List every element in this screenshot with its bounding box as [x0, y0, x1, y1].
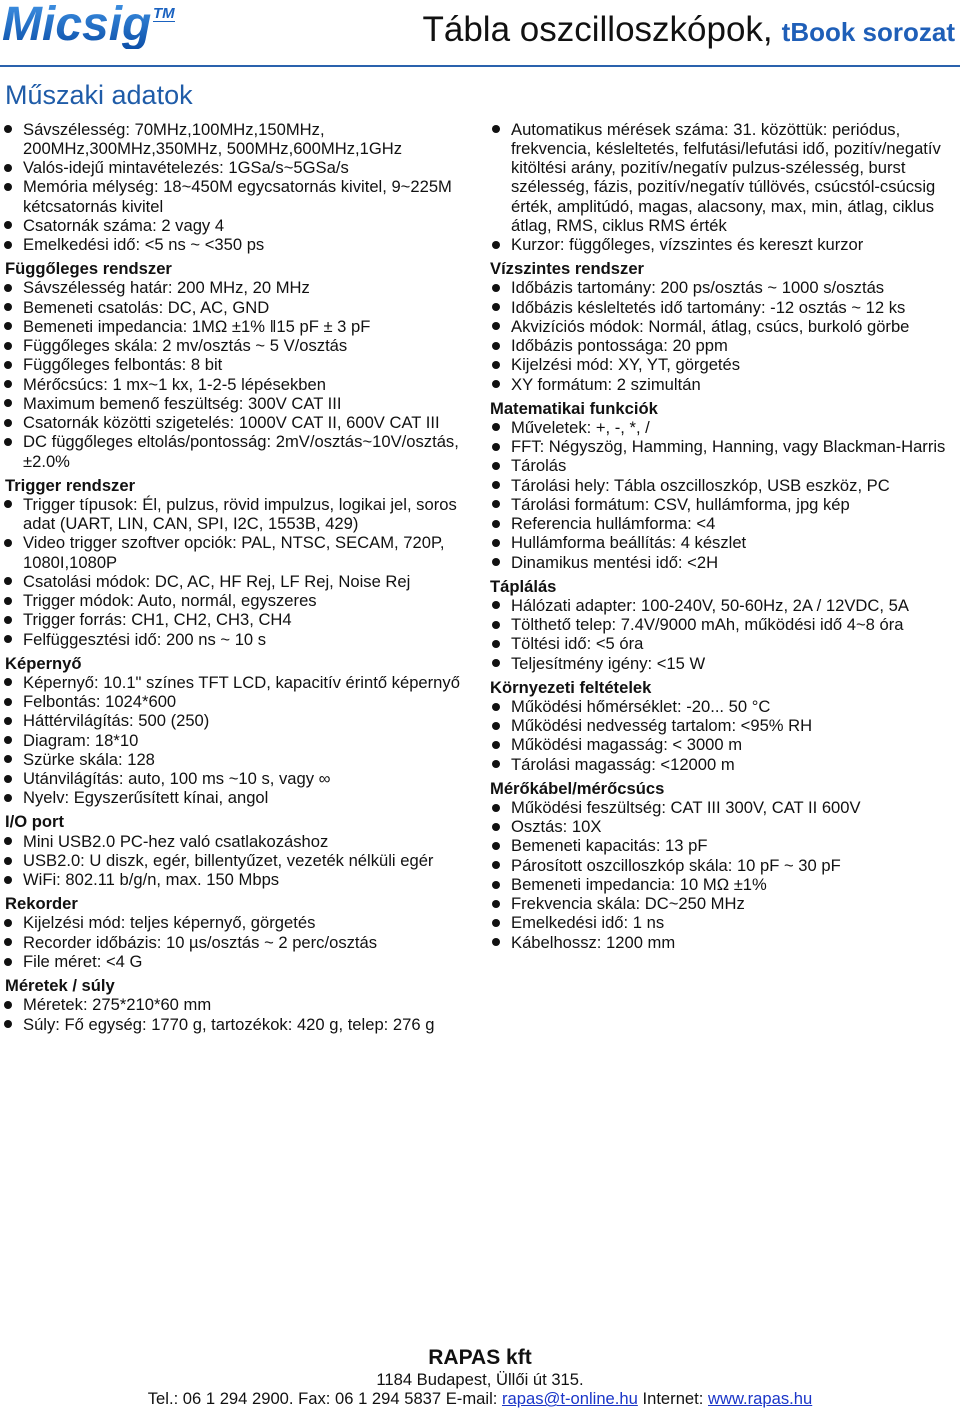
spec-text: Hullámforma beállítás: 4 készlet [511, 533, 747, 553]
left-column [0, 120, 485, 1034]
bullet-icon [4, 399, 12, 407]
bullet-icon [492, 539, 500, 547]
spec-item [485, 716, 960, 735]
spec-text: Memória mélység: 18~450M egycsatornás kivitel, 9~225M [23, 177, 452, 197]
section-heading: Függőleges rendszer [5, 259, 172, 279]
spec-text: frekvencia, késleltetés, felfutási/lefutási idő, pozitív/negatív [511, 138, 941, 158]
page-title [423, 10, 956, 57]
spec-list [485, 278, 960, 394]
section-heading: Rekorder [5, 894, 78, 914]
spec-text: Valós-idejű mintavételezés: 1GSa/s~5GSa/s [23, 158, 349, 177]
spec-section [485, 678, 960, 774]
spec-section [485, 577, 960, 673]
spec-list [485, 120, 960, 255]
trademark-mark: TM [153, 5, 175, 22]
contact-label: Tel.: 06 1 294 2900. Fax: 06 1 294 5837 E-mail: [147, 1389, 498, 1409]
spec-text: FFT: Négyszög, Hamming, Hanning, vagy Blackman-Harris [511, 437, 946, 457]
bullet-icon [4, 616, 12, 624]
spec-text: Kijelzési mód: XY, YT, görgetés [511, 355, 741, 375]
bullet-icon [4, 698, 12, 706]
title-series: tBook sorozat [781, 17, 955, 47]
bullet-icon [492, 823, 500, 831]
spec-list [485, 697, 960, 774]
bullet-icon [492, 601, 500, 609]
spec-item [0, 731, 485, 750]
bullet-icon [4, 857, 12, 865]
spec-item [0, 952, 485, 971]
internet-label: Internet: [642, 1389, 704, 1409]
spec-text: Függőleges felbontás: 8 bit [23, 355, 223, 375]
bullet-icon [492, 900, 500, 908]
bullet-icon [4, 938, 12, 946]
spec-item [0, 158, 485, 177]
spec-text: File méret: <4 G [23, 951, 143, 971]
bullet-icon [4, 1020, 12, 1028]
spec-item [485, 533, 960, 552]
spec-text: WiFi: 802.11 b/g/n, max. 150 Mbps [23, 870, 280, 890]
spec-text: Csatolási módok: DC, AC, HF Rej, LF Rej, Noise Rej [23, 571, 411, 591]
spec-text: Nyelv: Egyszerűsített kínai, angol [23, 788, 269, 808]
bullet-icon [492, 443, 500, 451]
spec-list [0, 278, 485, 471]
bullet-icon [492, 303, 500, 311]
bullet-icon [492, 423, 500, 431]
spec-text: ±2.0% [23, 451, 70, 471]
section-heading: Matematikai funkciók [490, 398, 658, 418]
spec-text: Működési nedvesség tartalom: <95% RH [511, 716, 813, 736]
bullet-icon [492, 322, 500, 330]
bullet-icon [4, 597, 12, 605]
section-heading: Képernyő [5, 653, 82, 673]
spec-item [0, 711, 485, 730]
spec-text: Mini USB2.0 PC-hez való csatlakozáshoz [23, 831, 329, 851]
spec-text: kétcsatornás kivitel [23, 196, 164, 216]
spec-section [485, 120, 960, 255]
bullet-icon [492, 919, 500, 927]
spec-item [485, 375, 960, 394]
spec-text: DC függőleges eltolás/pontosság: 2mV/osztás~10V/osztás, [23, 432, 459, 452]
spec-item [0, 933, 485, 952]
spec-item [485, 933, 960, 952]
spec-text: Bemeneti kapacitás: 13 pF [511, 836, 708, 856]
bullet-icon [492, 760, 500, 768]
spec-text: Súly: Fő egység: 1770 g, tartozékok: 420 g, telep: 276 g [23, 1014, 435, 1034]
spec-item [0, 177, 485, 216]
bullet-icon [492, 640, 500, 648]
spec-text: Tárolási formátum: CSV, hullámforma, jpg kép [511, 494, 850, 514]
spec-text: Mérőcsúcs: 1 mx~1 kx, 1-2-5 lépésekben [23, 374, 326, 394]
spec-list [485, 798, 960, 952]
spec-item [0, 769, 485, 788]
spec-text: Frekvencia skála: DC~250 MHz [511, 894, 745, 914]
spec-item [485, 817, 960, 836]
bullet-icon [492, 241, 500, 249]
spec-section [0, 259, 485, 471]
spec-text: Kurzor: függőleges, vízszintes és kereszt kurzor [511, 235, 864, 254]
bullet-icon [4, 241, 12, 249]
spec-item [485, 553, 960, 572]
section-title: Műszaki adatok [5, 80, 193, 110]
spec-text: Bemeneti impedancia: 10 MΩ ±1% [511, 874, 767, 894]
spec-text: Trigger forrás: CH1, CH2, CH3, CH4 [23, 610, 292, 630]
bullet-icon [492, 558, 500, 566]
spec-item [0, 533, 485, 572]
spec-section [485, 399, 960, 572]
spec-item [0, 851, 485, 870]
spec-section [0, 812, 485, 889]
company-name: RAPAS kft [428, 1346, 532, 1369]
spec-item [0, 750, 485, 769]
section-heading: Méretek / súly [5, 976, 115, 996]
bullet-icon [492, 842, 500, 850]
spec-item [0, 610, 485, 629]
bullet-icon [492, 621, 500, 629]
contact-line [0, 1389, 960, 1408]
spec-item [485, 278, 960, 297]
bullet-icon [4, 438, 12, 446]
spec-text: Bemeneti impedancia: 1MΩ ±1% ‖15 pF ± 3 pF [23, 316, 371, 336]
spec-text: Szürke skála: 128 [23, 749, 155, 769]
spec-text: Működési hőmérséklet: -20... 50 °C [511, 696, 771, 716]
spec-item [485, 514, 960, 533]
spec-text: Recorder időbázis: 10 µs/osztás ~ 2 perc/osztás [23, 932, 378, 952]
bullet-icon [492, 741, 500, 749]
spec-item [0, 375, 485, 394]
bullet-icon [4, 183, 12, 191]
spec-item [0, 394, 485, 413]
bullet-icon [4, 736, 12, 744]
spec-item [485, 654, 960, 673]
bullet-icon [4, 717, 12, 725]
spec-text: Trigger módok: Auto, normál, egyszeres [23, 591, 317, 611]
spec-item [485, 298, 960, 317]
bullet-icon [492, 938, 500, 946]
address: 1184 Budapest, Üllői út 315. [376, 1370, 584, 1389]
spec-text: Sávszélesség: 70MHz,100MHz,150MHz, [23, 119, 325, 139]
section-heading: Trigger rendszer [5, 475, 136, 495]
bullet-icon [4, 303, 12, 311]
spec-text: Tárolási magasság: <12000 m [511, 754, 735, 774]
brand-logo: Micsig [2, 0, 152, 51]
bullet-icon [492, 722, 500, 730]
bullet-icon [4, 755, 12, 763]
section-heading: Táplálás [490, 576, 557, 596]
spec-text: Referencia hullámforma: <4 [511, 514, 716, 534]
bullet-icon [492, 342, 500, 350]
spec-section [0, 654, 485, 808]
spec-text: Működési feszültség: CAT III 300V, CAT II 600V [511, 797, 861, 817]
spec-text: Töltési idő: <5 óra [511, 634, 644, 654]
spec-section [0, 976, 485, 1034]
spec-item [485, 596, 960, 615]
spec-text: Emelkedési idő: 1 ns [511, 913, 665, 933]
bullet-icon [4, 361, 12, 369]
spec-text: 200MHz,300MHz,350MHz, 500MHz,600MHz,1GHz [23, 138, 403, 158]
bullet-icon [4, 125, 12, 133]
spec-item [0, 432, 485, 471]
spec-list [0, 913, 485, 971]
bullet-icon [4, 837, 12, 845]
spec-text: Időbázis késleltetés idő tartomány: -12 osztás ~ 12 ks [511, 297, 906, 317]
spec-list [0, 673, 485, 808]
spec-item [485, 476, 960, 495]
spec-text: Tölthető telep: 7.4V/9000 mAh, működési idő 4~8 óra [511, 615, 904, 635]
bullet-icon [492, 500, 500, 508]
spec-item [0, 870, 485, 889]
website-link[interactable]: www.rapas.hu [708, 1389, 813, 1409]
spec-text: Méretek: 275*210*60 mm [23, 995, 212, 1015]
spec-text: Utánvilágítás: auto, 100 ms ~10 s, vagy ∞ [23, 769, 331, 789]
bullet-icon [4, 164, 12, 172]
spec-item [0, 355, 485, 374]
section-heading: I/O port [5, 812, 64, 832]
spec-text: USB2.0: U diszk, egér, billentyűzet, vezeték nélküli egér [23, 850, 434, 870]
spec-item [0, 630, 485, 649]
spec-item [485, 495, 960, 514]
bullet-icon [4, 1001, 12, 1009]
bullet-icon [492, 861, 500, 869]
spec-item [0, 336, 485, 355]
bullet-icon [4, 419, 12, 427]
bullet-icon [492, 462, 500, 470]
spec-text: Bemeneti csatolás: DC, AC, GND [23, 297, 270, 317]
spec-list [485, 596, 960, 673]
spec-item [0, 495, 485, 534]
spec-text: Függőleges skála: 2 mv/osztás ~ 5 V/osztás [23, 336, 348, 356]
spec-text: Dinamikus mentési idő: <2H [511, 552, 719, 572]
bullet-icon [492, 520, 500, 528]
spec-item [485, 894, 960, 913]
spec-text: Maximum bemenő feszültség: 300V CAT III [23, 393, 342, 413]
spec-text: Tárolási hely: Tábla oszcilloszkóp, USB eszköz, PC [511, 475, 890, 495]
spec-item [485, 437, 960, 456]
spec-item [485, 697, 960, 716]
spec-section [0, 120, 485, 255]
spec-text: Emelkedési idő: <5 ns ~ <350 ps [23, 235, 265, 254]
bullet-icon [492, 703, 500, 711]
bullet-icon [4, 794, 12, 802]
spec-text: átlag, RMS, ciklus RMS érték [511, 215, 727, 235]
spec-item [0, 692, 485, 711]
spec-item [0, 278, 485, 297]
spec-text: Időbázis pontossága: 20 ppm [511, 336, 728, 356]
spec-item [0, 317, 485, 336]
spec-text: XY formátum: 2 szimultán [511, 374, 701, 394]
section-heading: Mérőkábel/mérőcsúcs [490, 778, 665, 798]
spec-text: Csatornák közötti szigetelés: 1000V CAT II, 600V CAT III [23, 413, 440, 433]
spec-text: Tárolás [511, 456, 567, 476]
spec-text: Felfüggesztési idő: 200 ns ~ 10 s [23, 629, 267, 649]
spec-text: Osztás: 10X [511, 817, 602, 837]
spec-section [0, 476, 485, 649]
spec-item [0, 1015, 485, 1034]
email-link[interactable]: rapas@t-online.hu [502, 1389, 638, 1409]
spec-list [485, 418, 960, 572]
spec-text: Trigger típusok: Él, pulzus, rövid impulzus, logikai jel, soros [23, 494, 457, 514]
spec-item [485, 456, 960, 475]
spec-text: Diagram: 18*10 [23, 730, 139, 750]
spec-item [0, 413, 485, 432]
bullet-icon [4, 380, 12, 388]
spec-section [0, 894, 485, 971]
spec-item [485, 355, 960, 374]
spec-list [0, 495, 485, 649]
spec-text: Video trigger szoftver opciók: PAL, NTSC, SECAM, 720P, [23, 533, 445, 553]
spec-section [485, 779, 960, 952]
spec-item [485, 913, 960, 932]
bullet-icon [4, 322, 12, 330]
spec-item [485, 418, 960, 437]
bullet-icon [492, 481, 500, 489]
spec-text: Csatornák száma: 2 vagy 4 [23, 215, 225, 235]
spec-text: érték, amplitúdó, magas, alacsony, max, min, átlag, ciklus [511, 196, 935, 216]
header-divider [0, 65, 960, 67]
spec-item [485, 120, 960, 236]
bullet-icon [492, 380, 500, 388]
spec-item [0, 832, 485, 851]
bullet-icon [492, 284, 500, 292]
spec-text: Teljesítmény igény: <15 W [511, 653, 706, 673]
spec-text: Hálózati adapter: 100-240V, 50-60Hz, 2A / 12VDC, 5A [511, 595, 909, 615]
section-heading: Környezeti feltételek [490, 677, 652, 697]
spec-text: Képernyő: 10.1" színes TFT LCD, kapacitív érintő képernyő [23, 672, 460, 692]
spec-text: Automatikus mérések száma: 31. közöttük: periódus, [511, 119, 901, 139]
spec-list [0, 995, 485, 1034]
spec-item [0, 673, 485, 692]
spec-text: Műveletek: +, -, *, / [511, 417, 650, 437]
spec-item [0, 913, 485, 932]
bullet-icon [492, 804, 500, 812]
spec-text: Akvizíciós módok: Normál, átlag, csúcs, burkoló görbe [511, 316, 910, 336]
bullet-icon [4, 775, 12, 783]
spec-item [485, 336, 960, 355]
spec-item [0, 995, 485, 1014]
spec-text: 1080I,1080P [23, 552, 118, 572]
bullet-icon [492, 361, 500, 369]
bullet-icon [4, 284, 12, 292]
title-main: Tábla oszcilloszkópok, [422, 10, 773, 49]
spec-item [0, 120, 485, 159]
spec-item [485, 735, 960, 754]
spec-text: kitöltési arány, pozitív/negatív pulzus-szélesség, burst [511, 158, 906, 177]
bullet-icon [4, 577, 12, 585]
spec-item [485, 317, 960, 336]
spec-item [485, 634, 960, 653]
bullet-icon [4, 635, 12, 643]
bullet-icon [4, 876, 12, 884]
spec-text: Háttérvilágítás: 500 (250) [23, 711, 210, 731]
spec-text: Felbontás: 1024*600 [23, 692, 177, 712]
spec-list [0, 120, 485, 255]
spec-list [0, 832, 485, 890]
right-column [485, 120, 960, 952]
spec-item [0, 788, 485, 807]
spec-item [485, 856, 960, 875]
spec-item [485, 798, 960, 817]
spec-text: adat (UART, LIN, CAN, SPI, I2C, 1553B, 429) [23, 514, 359, 534]
spec-item [0, 572, 485, 591]
bullet-icon [4, 958, 12, 966]
bullet-icon [4, 342, 12, 350]
spec-item [485, 875, 960, 894]
spec-text: szélesség, fázis, pozitív/negatív túllövés, csúcstól-csúcsig [511, 177, 936, 197]
spec-text: Kijelzési mód: teljes képernyő, görgetés [23, 913, 316, 933]
spec-section [485, 259, 960, 394]
spec-text: Működési magasság: < 3000 m [511, 735, 743, 755]
footer [0, 1346, 960, 1409]
spec-item [0, 235, 485, 254]
bullet-icon [4, 919, 12, 927]
spec-item [485, 615, 960, 634]
spec-item [0, 298, 485, 317]
bullet-icon [4, 221, 12, 229]
spec-text: Sávszélesség határ: 200 MHz, 20 MHz [23, 278, 310, 298]
spec-item [0, 216, 485, 235]
spec-text: Kábelhossz: 1200 mm [511, 932, 676, 952]
bullet-icon [492, 659, 500, 667]
spec-text: Párosított oszcilloszkóp skála: 10 pF ~ 30 pF [511, 855, 841, 875]
bullet-icon [4, 500, 12, 508]
section-heading: Vízszintes rendszer [490, 259, 645, 279]
bullet-icon [492, 881, 500, 889]
spec-text: Időbázis tartomány: 200 ps/osztás ~ 1000 s/osztás [511, 278, 885, 298]
bullet-icon [492, 125, 500, 133]
spec-item [485, 755, 960, 774]
bullet-icon [4, 678, 12, 686]
bullet-icon [4, 539, 12, 547]
spec-item [0, 591, 485, 610]
spec-item [485, 836, 960, 855]
spec-item [485, 235, 960, 254]
